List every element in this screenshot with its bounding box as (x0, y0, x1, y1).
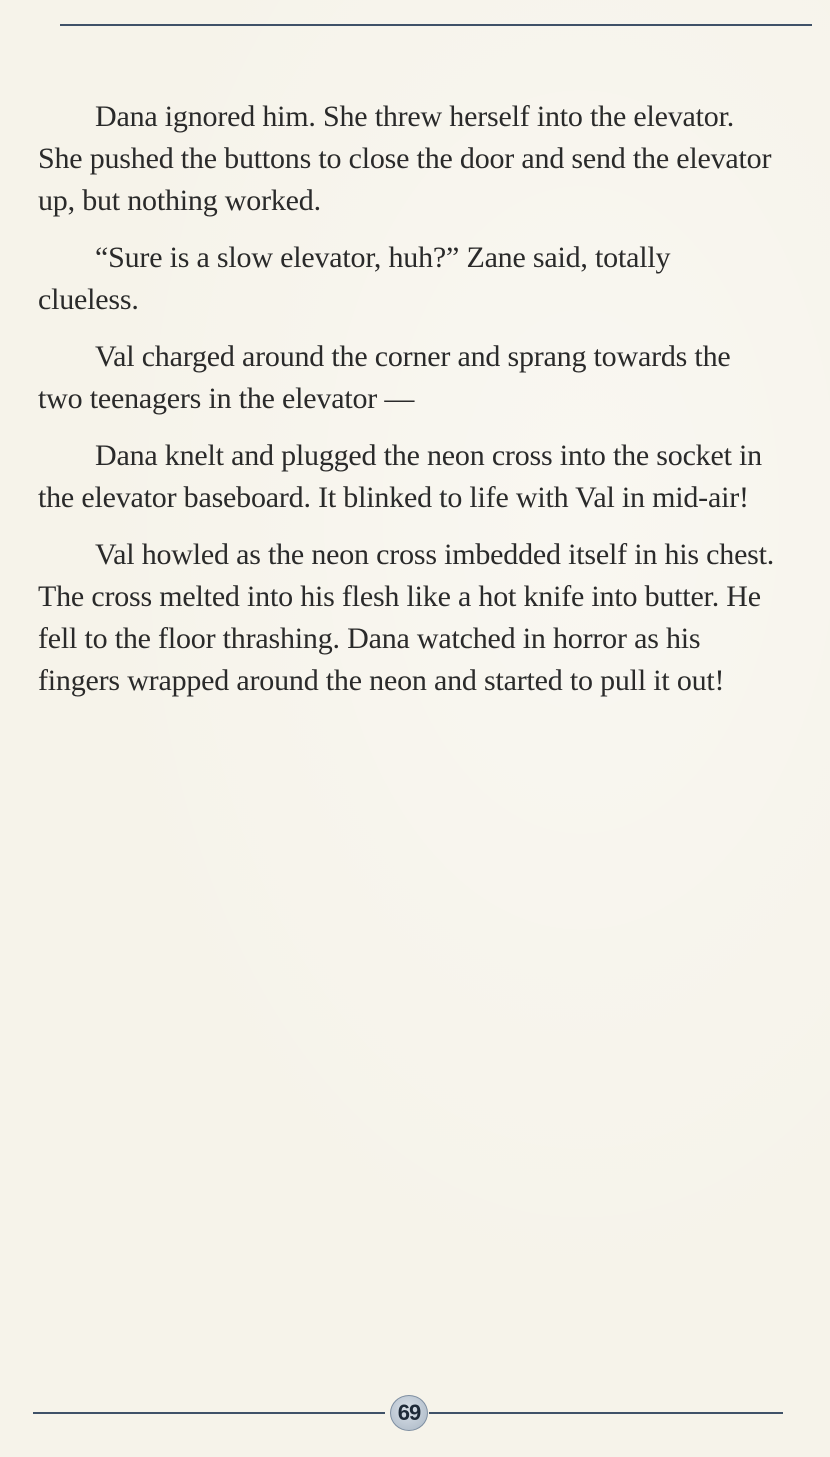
paragraph: Dana ignored him. She threw herself into the elevator. She pushed the buttons to close the door and send the elevator up, but nothing worked. (38, 100, 772, 217)
paragraph: Val charged around the corner and sprang towards the two teenagers in the elevator — (38, 340, 731, 415)
paragraph: Val howled as the neon cross imbedded itself in his chest. The cross melted into his flesh like a hot knife into butter. He fell to the floor thrashing. Dana watched in horror as his fingers wrapped around the neon and started to pull it out! (38, 538, 775, 697)
paragraph: Dana knelt and plugged the neon cross into the socket in the elevator baseboard. It blinked to life with Val in mid-air! (38, 439, 762, 514)
footer-divider-right (429, 1412, 783, 1414)
page-footer (33, 1393, 783, 1433)
paragraph: “Sure is a slow elevator, huh?” Zane said, totally clueless. (38, 241, 671, 316)
page-number: 69 (390, 1395, 428, 1431)
footer-divider-left (33, 1412, 385, 1414)
body-text (38, 96, 778, 717)
top-divider (60, 24, 812, 26)
